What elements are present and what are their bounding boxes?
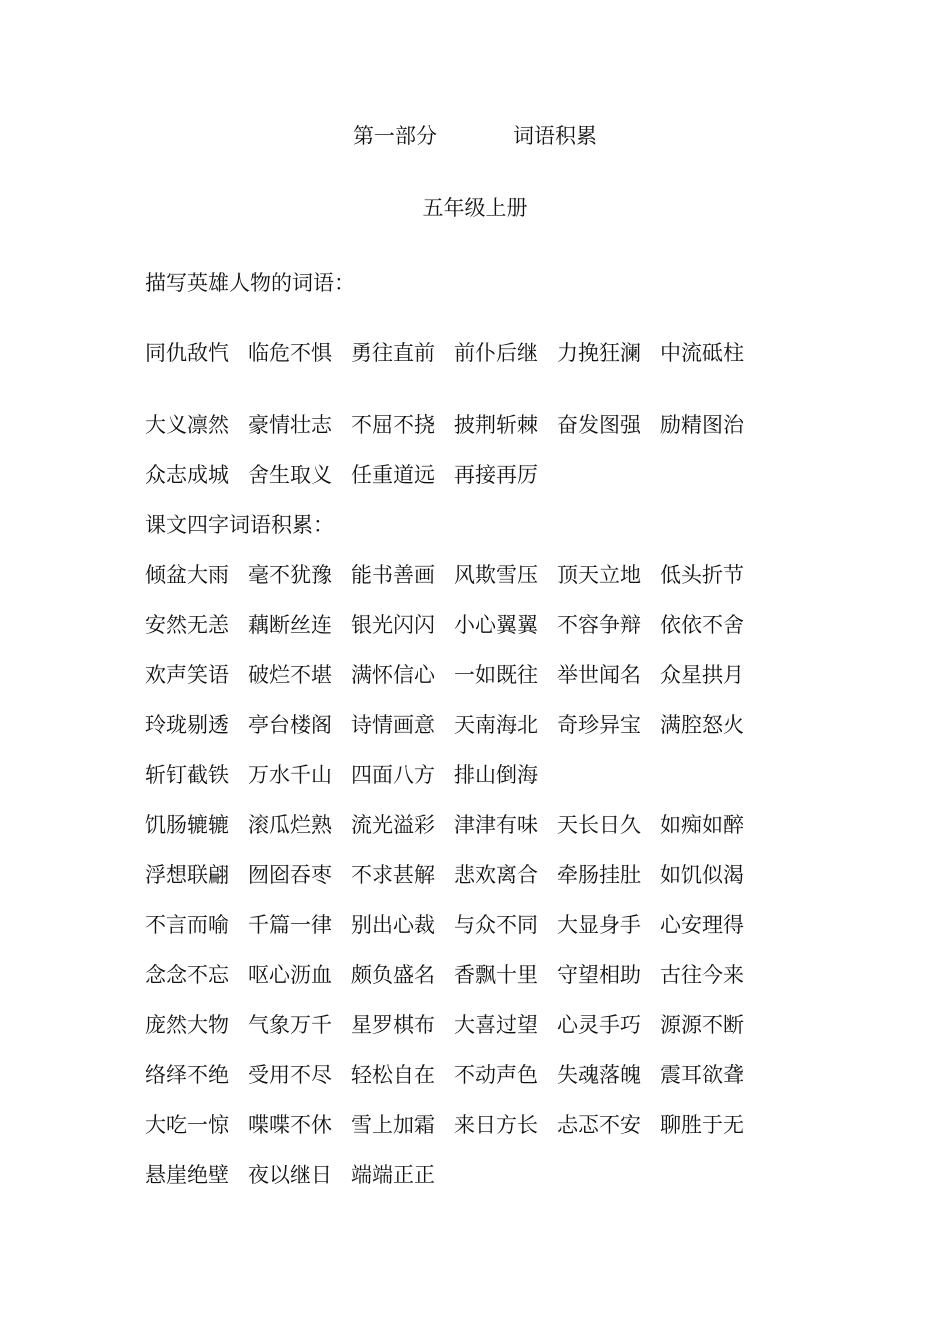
word: 任重道远 (351, 463, 435, 487)
topic-label: 词语积累 (513, 124, 597, 148)
word: 庞然大物 (145, 1013, 229, 1037)
word: 失魂落魄 (557, 1063, 641, 1087)
word: 大显身手 (557, 913, 641, 937)
word: 倾盆大雨 (145, 563, 229, 587)
word: 同仇敌忾 (145, 341, 229, 365)
word: 不容争辩 (557, 613, 641, 637)
hero-words-list (145, 328, 845, 378)
word: 悬崖绝壁 (145, 1163, 229, 1187)
word: 喋喋不休 (248, 1113, 332, 1137)
word: 披荆斩棘 (454, 413, 538, 437)
word: 津津有味 (454, 813, 538, 837)
word-row (145, 650, 845, 700)
word: 香飘十里 (454, 963, 538, 987)
word: 玲珑剔透 (145, 713, 229, 737)
word: 不动声色 (454, 1063, 538, 1087)
word: 大喜过望 (454, 1013, 538, 1037)
word: 夜以继日 (248, 1163, 332, 1187)
word: 气象万千 (248, 1013, 332, 1037)
word: 奇珍异宝 (557, 713, 641, 737)
word: 藕断丝连 (248, 613, 332, 637)
word: 古往今来 (660, 963, 744, 987)
word: 满腔怒火 (660, 713, 744, 737)
word: 四面八方 (351, 763, 435, 787)
word: 励精图治 (660, 413, 744, 437)
word: 雪上加霜 (351, 1113, 435, 1137)
word: 天长日久 (557, 813, 641, 837)
word: 毫不犹豫 (248, 563, 332, 587)
word: 力挽狂澜 (557, 341, 641, 365)
word-row (145, 850, 845, 900)
word-row (145, 800, 845, 850)
word: 流光溢彩 (351, 813, 435, 837)
word: 欢声笑语 (145, 663, 229, 687)
word-row (145, 1150, 845, 1200)
word-row (145, 328, 845, 378)
word: 举世闻名 (557, 663, 641, 687)
word: 来日方长 (454, 1113, 538, 1137)
section-hero-words (145, 258, 845, 308)
word-row (145, 750, 845, 800)
word: 囫囵吞枣 (248, 863, 332, 887)
word: 斩钉截铁 (145, 763, 229, 787)
word: 顶天立地 (557, 563, 641, 587)
word: 颇负盛名 (351, 963, 435, 987)
word: 小心翼翼 (454, 613, 538, 637)
word-row (145, 700, 845, 750)
word: 受用不尽 (248, 1063, 332, 1087)
word: 饥肠辘辘 (145, 813, 229, 837)
section-heading: 课文四字词语积累： (145, 513, 334, 537)
word: 中流砥柱 (660, 341, 744, 365)
word: 不屈不挠 (351, 413, 435, 437)
word: 别出心裁 (351, 913, 435, 937)
word-row (145, 400, 845, 450)
word: 端端正正 (351, 1163, 435, 1187)
word-row (145, 1050, 845, 1100)
word-row (145, 1100, 845, 1150)
word: 不求甚解 (351, 863, 435, 887)
word: 银光闪闪 (351, 613, 435, 637)
word: 勇往直前 (351, 341, 435, 365)
word: 千篇一律 (248, 913, 332, 937)
word: 如痴如醉 (660, 813, 744, 837)
word: 能书善画 (351, 563, 435, 587)
word: 呕心沥血 (248, 963, 332, 987)
word: 亭台楼阁 (248, 713, 332, 737)
word: 天南海北 (454, 713, 538, 737)
word: 再接再厉 (454, 463, 538, 487)
word: 念念不忘 (145, 963, 229, 987)
word-row (145, 1000, 845, 1050)
word-row (145, 450, 845, 500)
word: 心灵手巧 (557, 1013, 641, 1037)
word: 星罗棋布 (351, 1013, 435, 1037)
word: 前仆后继 (454, 341, 538, 365)
word: 安然无恙 (145, 613, 229, 637)
word: 守望相助 (557, 963, 641, 987)
word: 大吃一惊 (145, 1113, 229, 1137)
grade-title: 五年级上册 (422, 196, 528, 220)
word: 轻松自在 (351, 1063, 435, 1087)
word: 诗情画意 (351, 713, 435, 737)
word: 依依不舍 (660, 613, 744, 637)
word: 悲欢离合 (454, 863, 538, 887)
word: 众星拱月 (660, 663, 744, 687)
word: 风欺雪压 (454, 563, 538, 587)
word: 聊胜于无 (660, 1113, 744, 1137)
word: 大义凛然 (145, 413, 229, 437)
word-row (145, 550, 845, 600)
word: 如饥似渴 (660, 863, 744, 887)
word-row (145, 950, 845, 1000)
word: 不言而喻 (145, 913, 229, 937)
word: 低头折节 (660, 563, 744, 587)
word: 源源不断 (660, 1013, 744, 1037)
part-label: 第一部分 (353, 124, 437, 148)
word: 排山倒海 (454, 763, 538, 787)
section-heading: 描写英雄人物的词语： (145, 271, 355, 295)
word: 震耳欲聋 (660, 1063, 744, 1087)
word: 滚瓜烂熟 (248, 813, 332, 837)
word: 破烂不堪 (248, 663, 332, 687)
word: 浮想联翩 (145, 863, 229, 887)
word: 一如既往 (454, 663, 538, 687)
word: 牵肠挂肚 (557, 863, 641, 887)
word-row (145, 900, 845, 950)
word: 奋发图强 (557, 413, 641, 437)
word: 万水千山 (248, 763, 332, 787)
word-row (145, 600, 845, 650)
word: 满怀信心 (351, 663, 435, 687)
hero-words-list-cont (145, 400, 845, 1200)
document-title (0, 118, 950, 154)
word: 忐忑不安 (557, 1113, 641, 1137)
word: 与众不同 (454, 913, 538, 937)
word: 临危不惧 (248, 341, 332, 365)
word: 众志成城 (145, 463, 229, 487)
word: 舍生取义 (248, 463, 332, 487)
word: 心安理得 (660, 913, 744, 937)
word: 豪情壮志 (248, 413, 332, 437)
word: 络绎不绝 (145, 1063, 229, 1087)
